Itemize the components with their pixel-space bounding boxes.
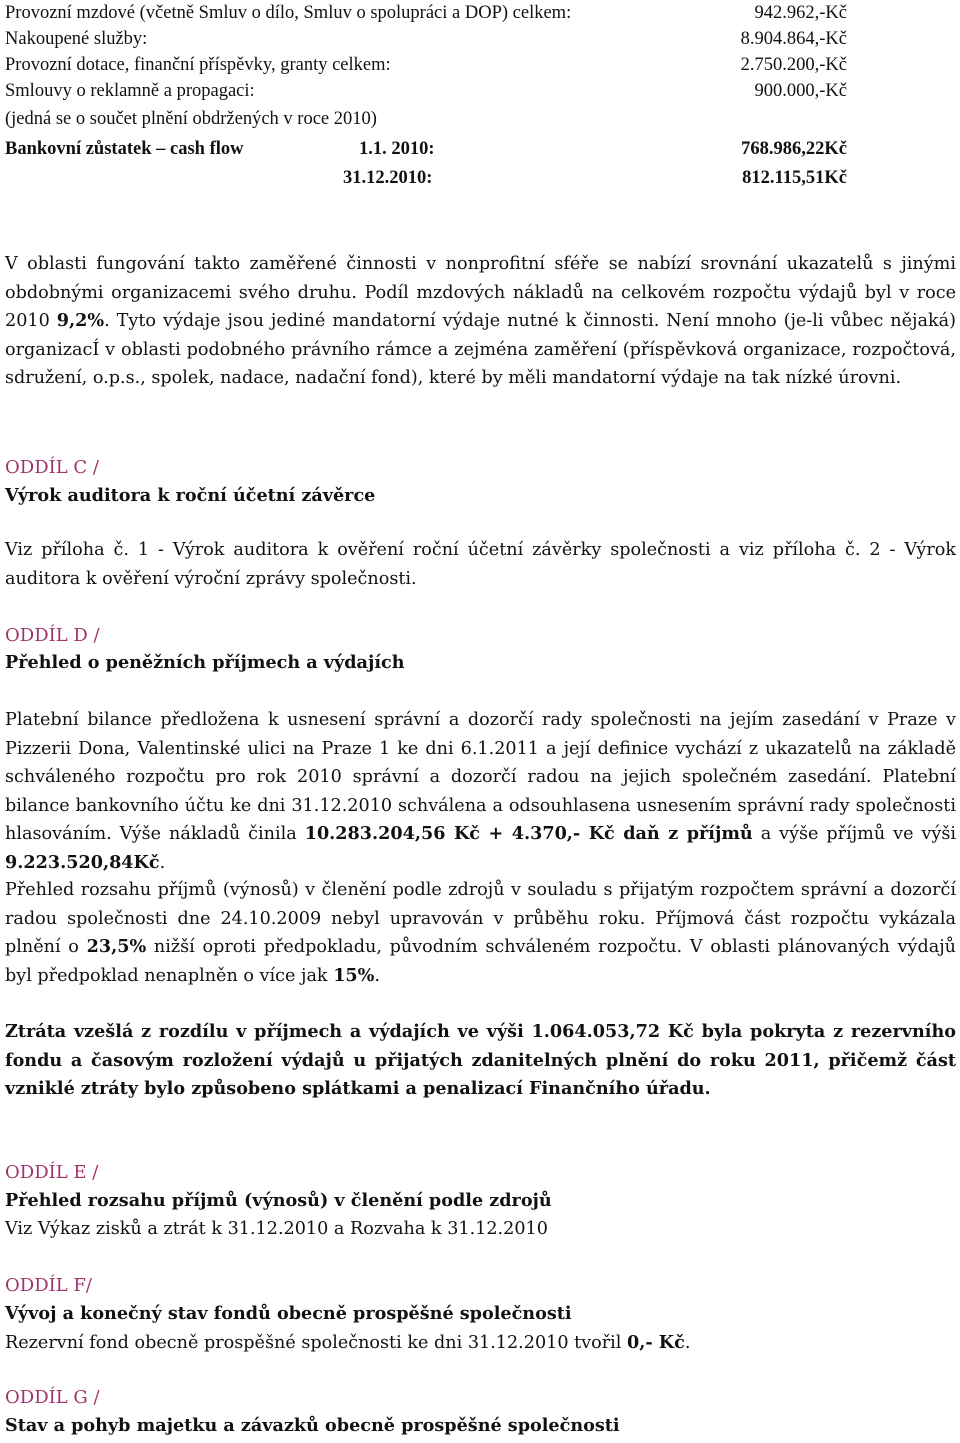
- summary-label: Provozní mzdové (včetně Smluv o dílo, Smluv o spolupráci a DOP) celkem:: [5, 3, 572, 23]
- summary-value: 2.750.200,-Kč: [740, 55, 847, 75]
- para-text: Rezervní fond obecně prospěšné společnosti ke dni 31.12.2010 tvořil: [5, 1333, 628, 1353]
- summary-note: [5, 106, 855, 132]
- section-d-paragraph-2: [5, 876, 956, 990]
- summary-row-services: [5, 26, 855, 52]
- summary-label: Provozní dotace, finanční příspěvky, granty celkem:: [5, 55, 391, 75]
- para-text: .: [159, 852, 166, 873]
- summary-note-text: (jedná se o součet plnění obdržených v roce 2010): [5, 109, 377, 129]
- summary-row-bank-end: [5, 165, 855, 191]
- summary-value: 812.115,51Kč: [742, 168, 847, 188]
- summary-row-bank-start: [5, 136, 855, 162]
- section-f-heading: ODDÍL F/: [5, 1275, 92, 1296]
- section-f-title: Vývoj a konečný stav fondů obecně prospěšné společnosti: [5, 1303, 572, 1324]
- summary-label: Bankovní zůstatek – cash flow: [5, 139, 244, 159]
- section-c-heading: ODDÍL C /: [5, 457, 99, 478]
- wage-share-value: 9,2%: [56, 310, 105, 331]
- section-d-paragraph-1: [5, 706, 956, 877]
- summary-label: Nakoupené služby:: [5, 29, 148, 49]
- section-e-heading: ODDÍL E /: [5, 1162, 99, 1183]
- para-text: Platební bilance předložena k usnesení správní a dozorčí rady společnosti na jejím zasedání v Praze v Pizzerii Dona, Valentinské ulici na Praze 1 ke dni 6.1.2011 a její definice vychází z ukazatelů na základě schváleného rozpočtu pro rok 2010 správní a dozorčí radou na jejich společném zasedání. Platební bilance bankovního účtu ke dni 31.12.2010 schválena a odsouhlasena usnesením správní rady společnosti hlasováním. Výše nákladů činila: [5, 710, 956, 844]
- section-d-loss-paragraph: Ztráta vzešlá z rozdílu v příjmech a výdajích ve výši 1.064.053,72 Kč byla pokryta z rezervního fondu a časovým rozložení výdajů u přijatých zdanitelných plnění do roku 2011, přičemž část vzniklé ztráty bylo způsobeno splátkami a penalizací Finančního úřadu.: [5, 1021, 956, 1099]
- summary-value: 8.904.864,-Kč: [740, 29, 847, 49]
- section-c-title: Výrok auditora k roční účetní závěrce: [5, 485, 376, 506]
- para-text: nižší oproti předpokladu, původním schváleném rozpočtu. V oblasti plánovaných výdajů byl předpoklad nenaplněn o více jak: [5, 937, 956, 986]
- section-e-title: Přehled rozsahu příjmů (výnosů) v členění podle zdrojů: [5, 1190, 552, 1211]
- reserve-fund-value: 0,- Kč: [627, 1332, 685, 1353]
- section-f-text: [5, 1330, 690, 1356]
- section-e-text: Viz Výkaz zisků a ztrát k 31.12.2010 a Rozvaha k 31.12.2010: [5, 1219, 548, 1239]
- para-text: .: [684, 1333, 691, 1353]
- para-text: Přehled rozsahu příjmů (výnosů) v členění podle zdrojů v souladu s přijatým rozpočtem správní a dozorčí radou společnosti dne 24.10.2009 nebyl upravován v průběhu roku. Příjmová část rozpočtu vykázala plnění o: [5, 880, 956, 957]
- summary-value: 900.000,-Kč: [754, 81, 847, 101]
- para-text: V oblasti fungování takto zaměřené činnosti v nonprofitní sféře se nabízí srovnání ukazatelů s jinými obdobnými organizacemi svého druhu. Podíl mzdových nákladů na celkovém rozpočtu výdajů byl v roce 2010: [5, 254, 956, 331]
- section-c-text: Viz příloha č. 1 - Výrok auditora k ověření roční účetní závěrky společnosti a viz příloha č. 2 - Výrok auditora k ověření výroční zprávy společnosti.: [5, 540, 956, 589]
- income-value: 9.223.520,84Kč: [5, 851, 160, 873]
- summary-value: 942.962,-Kč: [754, 3, 847, 23]
- section-d-heading: ODDÍL D /: [5, 625, 100, 646]
- para-text: .: [374, 965, 380, 986]
- income-shortfall-value: 23,5%: [86, 936, 147, 957]
- summary-date: 1.1. 2010:: [359, 139, 435, 159]
- para-text: . Tyto výdaje jsou jediné mandatorní výdaje nutné k činnosti. Není mnoho (je-li vůbec nějaká) organizacÍ v oblasti podobného právního rámce a zejména zaměření (příspěvková organizace, rozpočtová, sdružení, o.p.s., spolek, nadace, nadační fond), které by měli mandatorní výdaje na tak nízké úrovni.: [5, 311, 956, 388]
- comparison-paragraph: [5, 250, 956, 393]
- costs-value: 10.283.204,56 Kč + 4.370,- Kč daň z příjmů: [304, 823, 753, 844]
- section-g-title: Stav a pohyb majetku a závazků obecně prospěšné společnosti: [5, 1415, 620, 1436]
- summary-label: Smlouvy o reklamně a propagaci:: [5, 81, 255, 101]
- expense-shortfall-value: 15%: [333, 964, 375, 986]
- summary-date: 31.12.2010:: [343, 168, 433, 188]
- summary-row-advertising: [5, 78, 855, 104]
- section-g-heading: ODDÍL G /: [5, 1387, 100, 1408]
- section-d-title: Přehled o peněžních příjmech a výdajích: [5, 652, 405, 673]
- para-text: a výše příjmů ve výši: [752, 824, 956, 844]
- summary-row-grants: [5, 52, 855, 78]
- summary-value: 768.986,22Kč: [741, 139, 847, 159]
- summary-row-wages: [5, 0, 855, 26]
